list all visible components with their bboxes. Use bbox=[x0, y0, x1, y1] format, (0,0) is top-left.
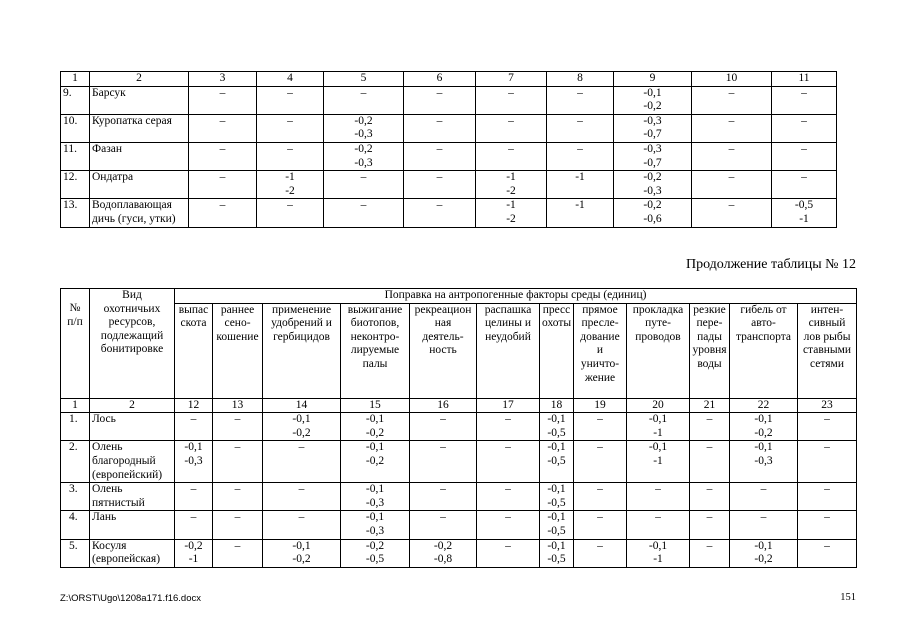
column-number-row bbox=[61, 72, 837, 87]
column-number: 15 bbox=[341, 398, 410, 413]
correction-value: – bbox=[574, 413, 627, 441]
column-number: 20 bbox=[627, 398, 690, 413]
row-number: 5. bbox=[61, 539, 90, 567]
correction-value: -0,1 -0,2 bbox=[341, 413, 410, 441]
correction-value: – bbox=[692, 171, 772, 199]
correction-value: – bbox=[257, 114, 324, 142]
correction-value: – bbox=[798, 483, 857, 511]
correction-value: – bbox=[477, 539, 540, 567]
species-name: Барсук bbox=[90, 86, 189, 114]
correction-value: -0,2 -1 bbox=[175, 539, 213, 567]
species-name: Куропатка серая bbox=[90, 114, 189, 142]
correction-value: – bbox=[257, 142, 324, 170]
correction-value: – bbox=[477, 511, 540, 539]
correction-value: – bbox=[547, 86, 614, 114]
correction-value: – bbox=[798, 441, 857, 483]
correction-value: – bbox=[213, 441, 263, 483]
factor-header: прямое пресле- дование и уничто- жение bbox=[574, 303, 627, 398]
correction-value: – bbox=[798, 539, 857, 567]
correction-value: – bbox=[257, 199, 324, 227]
correction-value: -0,2 -0,8 bbox=[410, 539, 477, 567]
column-number: 6 bbox=[404, 72, 476, 87]
column-number: 4 bbox=[257, 72, 324, 87]
correction-value: – bbox=[690, 483, 730, 511]
correction-value: – bbox=[213, 539, 263, 567]
correction-value: – bbox=[189, 86, 257, 114]
table-caption: Продолжение таблицы № 12 bbox=[685, 257, 856, 272]
column-number: 7 bbox=[476, 72, 547, 87]
correction-value: – bbox=[175, 413, 213, 441]
correction-value: – bbox=[213, 511, 263, 539]
row-number: 4. bbox=[61, 511, 90, 539]
column-number: 17 bbox=[477, 398, 540, 413]
correction-value: – bbox=[690, 539, 730, 567]
table-bottom bbox=[60, 288, 857, 568]
page-number: 151 bbox=[840, 592, 856, 603]
correction-value: – bbox=[404, 114, 476, 142]
column-number: 11 bbox=[772, 72, 837, 87]
correction-value: – bbox=[410, 483, 477, 511]
correction-value: – bbox=[404, 171, 476, 199]
correction-value: – bbox=[772, 171, 837, 199]
correction-value: -0,1 -0,2 bbox=[614, 86, 692, 114]
column-number: 18 bbox=[540, 398, 574, 413]
row-number: 3. bbox=[61, 483, 90, 511]
factor-header: пресс охоты bbox=[540, 303, 574, 398]
footer-file-path: Z:\ORST\Ugo\1208a171.f16.docx bbox=[60, 593, 201, 604]
table-row bbox=[61, 483, 857, 511]
header-species: Вид охотничьих ресурсов, подлежащий бонитировке bbox=[90, 289, 175, 399]
species-name: Лань bbox=[90, 511, 175, 539]
table-row bbox=[61, 413, 857, 441]
factor-header: выжигание биотопов, неконтро- лируемые палы bbox=[341, 303, 410, 398]
table-row bbox=[61, 114, 837, 142]
correction-value: -0,1 -0,2 bbox=[730, 413, 798, 441]
column-number: 21 bbox=[690, 398, 730, 413]
species-name: Олень пятнистый bbox=[90, 483, 175, 511]
correction-value: – bbox=[547, 142, 614, 170]
correction-value: – bbox=[189, 142, 257, 170]
header-number: № п/п bbox=[61, 289, 90, 399]
correction-value: -0,1 -0,2 bbox=[730, 539, 798, 567]
correction-value: – bbox=[627, 483, 690, 511]
correction-value: – bbox=[798, 511, 857, 539]
table-row bbox=[61, 86, 837, 114]
species-name: Лось bbox=[90, 413, 175, 441]
factor-header: применение удобрений и гербицидов bbox=[263, 303, 341, 398]
column-number: 3 bbox=[189, 72, 257, 87]
correction-value: – bbox=[410, 441, 477, 483]
correction-value: – bbox=[476, 142, 547, 170]
correction-value: – bbox=[263, 441, 341, 483]
correction-value: – bbox=[730, 511, 798, 539]
column-number: 9 bbox=[614, 72, 692, 87]
correction-value: – bbox=[690, 511, 730, 539]
species-name: Ондатра bbox=[90, 171, 189, 199]
correction-value: – bbox=[476, 86, 547, 114]
correction-value: -0,1 -0,5 bbox=[540, 483, 574, 511]
correction-value: -0,1 -0,3 bbox=[341, 511, 410, 539]
species-name: Фазан bbox=[90, 142, 189, 170]
correction-value: -0,1 -0,3 bbox=[175, 441, 213, 483]
row-number: 1. bbox=[61, 413, 90, 441]
correction-value: -0,1 -0,5 bbox=[540, 413, 574, 441]
correction-value: – bbox=[692, 199, 772, 227]
column-number: 23 bbox=[798, 398, 857, 413]
correction-value: -0,2 -0,6 bbox=[614, 199, 692, 227]
column-number: 14 bbox=[263, 398, 341, 413]
table-row bbox=[61, 142, 837, 170]
correction-value: – bbox=[574, 511, 627, 539]
correction-value: – bbox=[772, 142, 837, 170]
correction-value: – bbox=[772, 114, 837, 142]
column-number: 16 bbox=[410, 398, 477, 413]
column-number: 2 bbox=[90, 72, 189, 87]
factor-header: выпас скота bbox=[175, 303, 213, 398]
correction-value: – bbox=[690, 441, 730, 483]
correction-value: -0,1 -0,5 bbox=[540, 441, 574, 483]
row-number: 10. bbox=[61, 114, 90, 142]
correction-value: -0,1 -0,2 bbox=[341, 441, 410, 483]
correction-value: – bbox=[213, 413, 263, 441]
species-name: Водоплавающая дичь (гуси, утки) bbox=[90, 199, 189, 227]
correction-value: -0,3 -0,7 bbox=[614, 114, 692, 142]
correction-value: – bbox=[324, 199, 404, 227]
correction-value: -1 bbox=[547, 199, 614, 227]
row-number: 11. bbox=[61, 142, 90, 170]
correction-value: -0,2 -0,3 bbox=[614, 171, 692, 199]
correction-value: – bbox=[324, 86, 404, 114]
correction-value: – bbox=[547, 114, 614, 142]
correction-value: – bbox=[410, 511, 477, 539]
correction-value: – bbox=[175, 511, 213, 539]
header-factor-group: Поправка на антропогенные факторы среды (единиц) bbox=[175, 289, 857, 304]
factor-header: интен- сивный лов рыбы ставными сетями bbox=[798, 303, 857, 398]
column-number: 22 bbox=[730, 398, 798, 413]
species-name: Косуля (европейская) bbox=[90, 539, 175, 567]
column-number-row bbox=[61, 398, 857, 413]
row-number: 12. bbox=[61, 171, 90, 199]
factor-header: распашка целины и неудобий bbox=[477, 303, 540, 398]
correction-value: – bbox=[574, 539, 627, 567]
table-row bbox=[61, 539, 857, 567]
correction-value: -0,1 -0,2 bbox=[263, 539, 341, 567]
row-number: 2. bbox=[61, 441, 90, 483]
column-number: 19 bbox=[574, 398, 627, 413]
correction-value: -0,1 -1 bbox=[627, 441, 690, 483]
correction-value: -1 bbox=[547, 171, 614, 199]
correction-value: -0,1 -0,5 bbox=[540, 511, 574, 539]
correction-value: – bbox=[476, 114, 547, 142]
correction-value: – bbox=[477, 441, 540, 483]
correction-value: – bbox=[477, 483, 540, 511]
correction-value: – bbox=[574, 441, 627, 483]
column-number: 1 bbox=[61, 72, 90, 87]
correction-value: – bbox=[189, 171, 257, 199]
correction-value: – bbox=[574, 483, 627, 511]
correction-value: – bbox=[189, 114, 257, 142]
column-number: 8 bbox=[547, 72, 614, 87]
correction-value: -0,2 -0,3 bbox=[324, 142, 404, 170]
correction-value: – bbox=[730, 483, 798, 511]
column-number: 2 bbox=[90, 398, 175, 413]
correction-value: – bbox=[263, 483, 341, 511]
correction-value: – bbox=[692, 142, 772, 170]
correction-value: – bbox=[213, 483, 263, 511]
species-name: Олень благородный (европейский) bbox=[90, 441, 175, 483]
column-number: 13 bbox=[213, 398, 263, 413]
correction-value: – bbox=[189, 199, 257, 227]
correction-value: – bbox=[798, 413, 857, 441]
correction-value: -0,1 -1 bbox=[627, 413, 690, 441]
factor-header: рекреацион ная деятель- ность bbox=[410, 303, 477, 398]
table-row bbox=[61, 511, 857, 539]
correction-value: – bbox=[263, 511, 341, 539]
correction-value: – bbox=[477, 413, 540, 441]
correction-value: – bbox=[410, 413, 477, 441]
correction-value: – bbox=[257, 86, 324, 114]
table-top bbox=[60, 71, 837, 228]
column-number: 1 bbox=[61, 398, 90, 413]
column-number: 12 bbox=[175, 398, 213, 413]
correction-value: -1 -2 bbox=[476, 171, 547, 199]
correction-value: -0,2 -0,3 bbox=[324, 114, 404, 142]
column-number: 5 bbox=[324, 72, 404, 87]
factor-header: прокладка путе- проводов bbox=[627, 303, 690, 398]
correction-value: -0,1 -1 bbox=[627, 539, 690, 567]
correction-value: -1 -2 bbox=[257, 171, 324, 199]
correction-value: -0,1 -0,2 bbox=[263, 413, 341, 441]
factor-header: раннее сено- кошение bbox=[213, 303, 263, 398]
row-number: 13. bbox=[61, 199, 90, 227]
column-number: 10 bbox=[692, 72, 772, 87]
correction-value: – bbox=[690, 413, 730, 441]
correction-value: -0,1 -0,5 bbox=[540, 539, 574, 567]
correction-value: -1 -2 bbox=[476, 199, 547, 227]
correction-value: – bbox=[404, 142, 476, 170]
correction-value: – bbox=[404, 86, 476, 114]
correction-value: -0,2 -0,5 bbox=[341, 539, 410, 567]
factor-header: гибель от авто- транспорта bbox=[730, 303, 798, 398]
row-number: 9. bbox=[61, 86, 90, 114]
correction-value: -0,1 -0,3 bbox=[341, 483, 410, 511]
correction-value: – bbox=[324, 171, 404, 199]
correction-value: -0,1 -0,3 bbox=[730, 441, 798, 483]
table-row bbox=[61, 441, 857, 483]
correction-value: – bbox=[692, 86, 772, 114]
correction-value: -0,3 -0,7 bbox=[614, 142, 692, 170]
correction-value: – bbox=[175, 483, 213, 511]
subheader-row bbox=[61, 303, 857, 398]
header-row bbox=[61, 289, 857, 304]
table-row bbox=[61, 199, 837, 227]
correction-value: – bbox=[692, 114, 772, 142]
factor-header: резкие пере- пады уровня воды bbox=[690, 303, 730, 398]
correction-value: – bbox=[404, 199, 476, 227]
correction-value: – bbox=[627, 511, 690, 539]
table-row bbox=[61, 171, 837, 199]
correction-value: – bbox=[772, 86, 837, 114]
correction-value: -0,5 -1 bbox=[772, 199, 837, 227]
